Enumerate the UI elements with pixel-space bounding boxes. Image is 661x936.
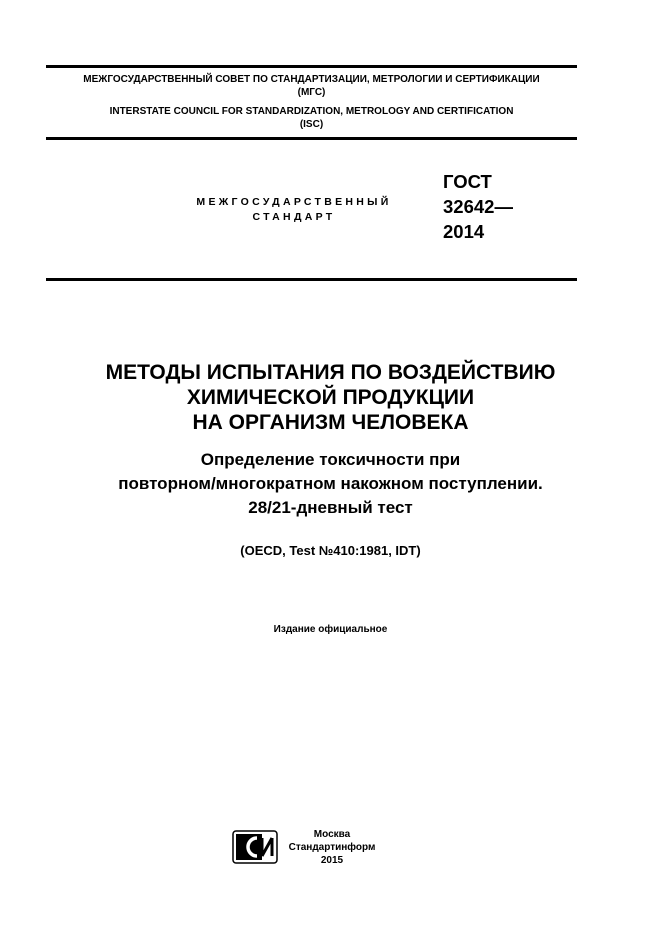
edition-label: Издание официальное xyxy=(273,624,388,635)
title-line1: МЕТОДЫ ИСПЫТАНИЯ ПО ВОЗДЕЙСТВИЮ xyxy=(105,361,556,384)
standartinform-logo-icon xyxy=(232,830,278,864)
header-divider xyxy=(46,137,577,140)
subtitle-line2: повторном/многократном накожном поступлении. xyxy=(118,474,543,493)
imprint-publisher: Стандартинформ xyxy=(288,842,376,853)
title-line3: НА ОРГАНИЗМ ЧЕЛОВЕКА xyxy=(192,411,469,434)
gost-number: 32642— xyxy=(443,196,513,217)
subtitle-line3: 28/21-дневный тест xyxy=(248,498,413,517)
standard-kind-line1: МЕЖГОСУДАРСТВЕННЫЙ xyxy=(196,196,392,208)
designation-divider xyxy=(46,278,577,281)
oecd-reference: (OECD, Test №410:1981, IDT) xyxy=(240,543,421,558)
council-abbr-en: (ISC) xyxy=(299,119,324,130)
council-name-ru: МЕЖГОСУДАРСТВЕННЫЙ СОВЕТ ПО СТАНДАРТИЗАЦИИ, МЕТРОЛОГИИ И СЕРТИФИКАЦИИ xyxy=(83,74,540,85)
subtitle-line1: Определение токсичности при xyxy=(200,450,461,469)
imprint-city: Москва xyxy=(313,829,351,840)
standard-kind-line2: СТАНДАРТ xyxy=(252,211,336,223)
title-line2: ХИМИЧЕСКОЙ ПРОДУКЦИИ xyxy=(186,386,475,409)
imprint-year: 2015 xyxy=(320,855,344,866)
council-abbr-ru: (МГС) xyxy=(297,87,326,98)
gost-year: 2014 xyxy=(443,221,485,242)
top-rule xyxy=(46,65,577,68)
council-name-en: INTERSTATE COUNCIL FOR STANDARDIZATION, METROLOGY AND CERTIFICATION xyxy=(109,106,514,117)
gost-label: ГОСТ xyxy=(443,171,492,192)
